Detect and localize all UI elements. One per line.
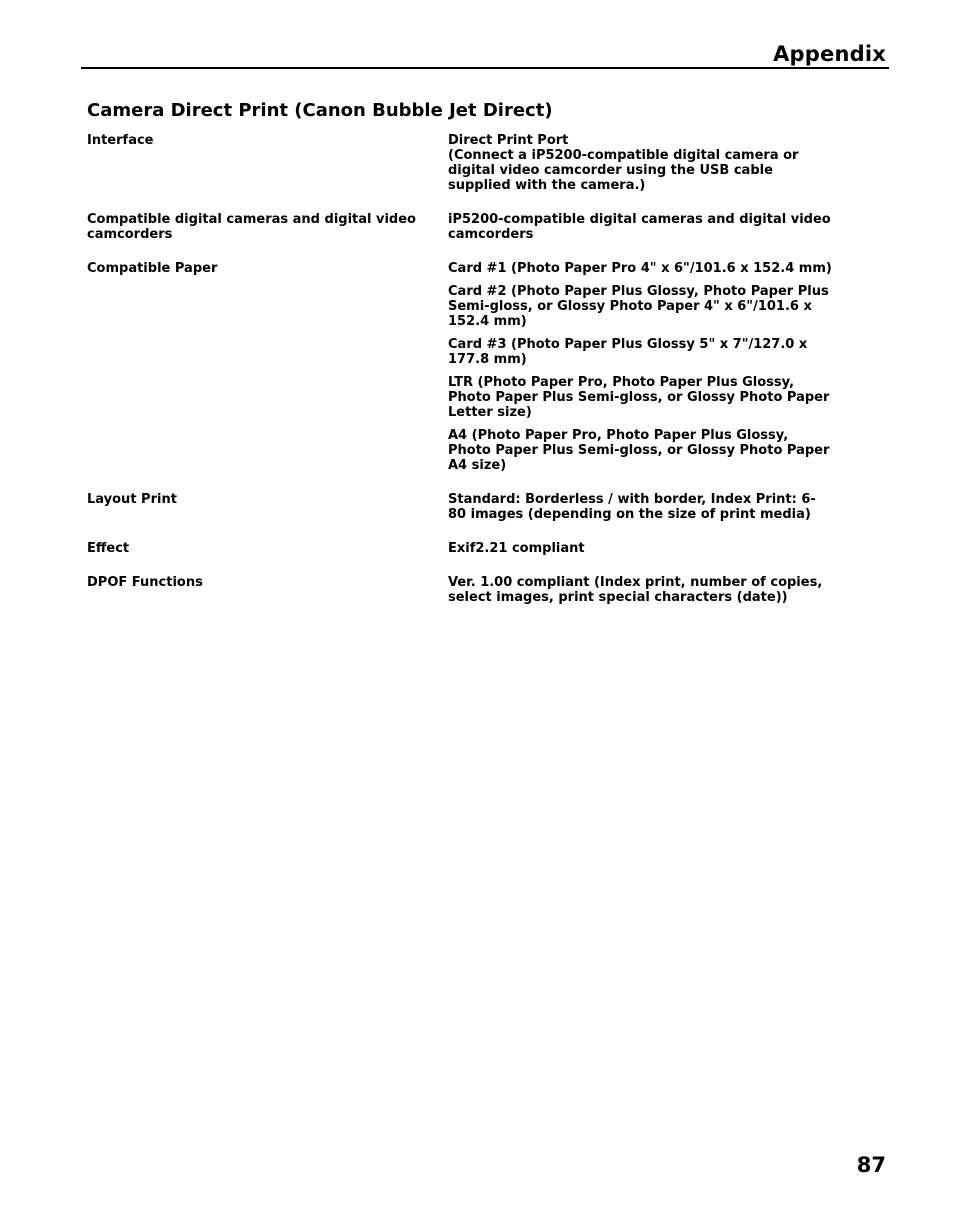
spec-value: iP5200-compatible digital cameras and digital video camcorders [448,212,831,242]
spec-row-interface [87,133,832,193]
spec-value: Exif2.21 compliant [448,541,585,556]
spec-table [87,133,832,624]
spec-value: LTR (Photo Paper Pro, Photo Paper Plus Glossy, Photo Paper Plus Semi-gloss, or Glossy Photo Paper Letter size) [448,375,830,420]
spec-values [448,261,832,473]
spec-row-layout-print [87,492,832,522]
spec-label: Layout Print [87,492,177,507]
spec-label: Effect [87,541,130,556]
page-number: 87 [856,1153,886,1177]
section-title: Camera Direct Print (Canon Bubble Jet Direct) [87,100,553,121]
spec-values [448,492,832,522]
spec-value: Card #3 (Photo Paper Plus Glossy 5" x 7"/127.0 x 177.8 mm) [448,337,808,367]
spec-label: DPOF Functions [87,575,203,590]
spec-value: Standard: Borderless / with border, Index Print: 6-80 images (depending on the size of print media) [448,492,816,522]
spec-value: Ver. 1.00 compliant (Index print, number of copies, select images, print special characters (date)) [448,575,823,605]
spec-row-dpof-functions [87,575,832,605]
spec-row-compatible-cameras [87,212,832,242]
spec-value: A4 (Photo Paper Pro, Photo Paper Plus Glossy, Photo Paper Plus Semi-gloss, or Glossy Photo Paper A4 size) [448,428,830,473]
spec-value: Direct Print Port (Connect a iP5200-compatible digital camera or digital video camcorder using the USB cable supplied with the camera.) [448,133,799,193]
spec-values [448,133,832,193]
spec-label: Compatible Paper [87,261,218,276]
spec-values [448,541,832,556]
spec-values [448,212,832,242]
spec-row-compatible-paper [87,261,832,473]
spec-value: Card #1 (Photo Paper Pro 4" x 6"/101.6 x 152.4 mm) [448,261,832,276]
spec-values [448,575,832,605]
spec-row-effect [87,541,832,556]
spec-value: Card #2 (Photo Paper Plus Glossy, Photo Paper Plus Semi-gloss, or Glossy Photo Paper 4" x 6"/101.6 x 152.4 mm) [448,284,829,329]
header-rule [81,67,889,69]
page-header-title: Appendix [773,42,886,66]
spec-label: Interface [87,133,154,148]
spec-label: Compatible digital cameras and digital video camcorders [87,212,416,242]
